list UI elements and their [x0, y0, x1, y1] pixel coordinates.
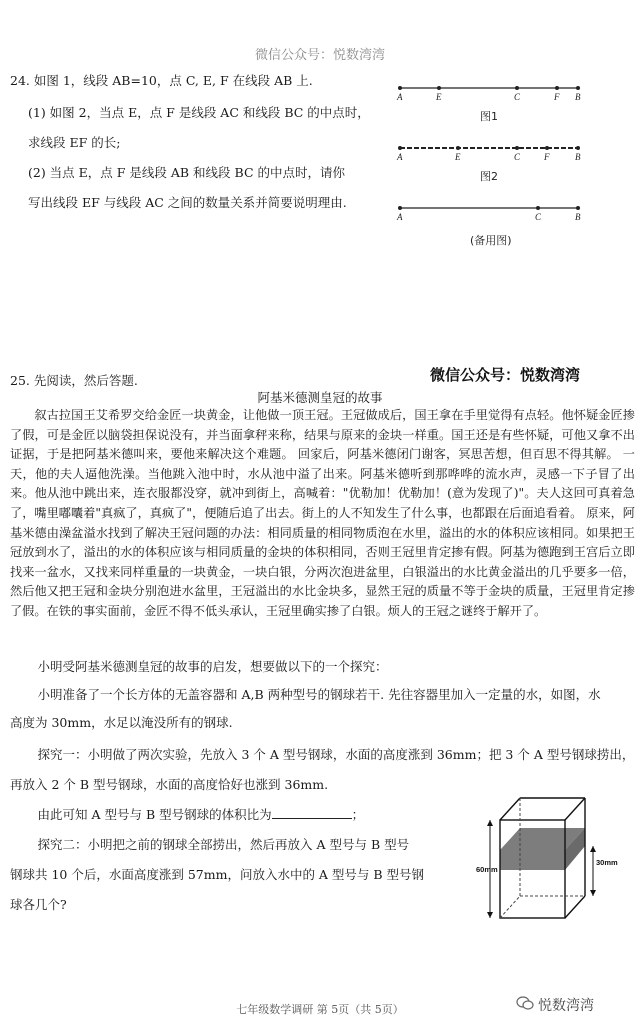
figure-spare	[392, 200, 592, 252]
dim-left-label: 60mm	[476, 865, 498, 874]
exp1-line2: 再放入 2 个 B 型号钢球，水面的高度恰好也涨到 36mm.	[10, 777, 329, 792]
wechat-icon	[516, 995, 534, 1011]
point-a	[398, 206, 402, 210]
ratio-text: 由此可知 A 型号与 B 型号钢球的体积比为	[37, 807, 272, 822]
exp2-line2: 钢球共 10 个后，水面高度涨到 57mm，问放入水中的 A 型号与 B 型号钢	[10, 867, 425, 882]
label-a: A	[397, 152, 403, 162]
brand-logo-text: 悦数湾湾	[538, 998, 594, 1014]
point-f	[555, 86, 559, 90]
watermark-mid: 微信公众号：悦数湾湾	[430, 366, 581, 384]
exp1-line1: 探究一：小明做了两次实验，先放入 3 个 A 型号钢球，水面的高度涨到 36mm；把 3 个 A 型号钢球捞出，	[37, 747, 635, 762]
figure-1	[392, 80, 592, 130]
label-c: C	[535, 212, 542, 222]
label-c: C	[514, 152, 521, 162]
point-e	[437, 86, 441, 90]
water-front	[500, 850, 565, 870]
point-b	[576, 206, 580, 210]
container-figure	[470, 798, 620, 928]
exp2-line3: 球各几个?	[10, 897, 67, 912]
page-footer: 七年级数学调研 第 5页（共 5页）	[236, 1003, 404, 1016]
label-f: F	[544, 152, 550, 162]
point-e	[456, 146, 460, 150]
label-e: E	[436, 92, 442, 102]
label-a: A	[397, 212, 403, 222]
q24-part1-line2: 求线段 EF 的长;	[28, 135, 121, 150]
point-f	[545, 146, 549, 150]
fig3-caption: (备用图)	[470, 234, 512, 247]
figure-2	[392, 140, 592, 190]
label-f: F	[554, 92, 560, 102]
point-c	[536, 206, 540, 210]
q24-part2-line1: (2) 当点 E，点 F 是线段 AB 和线段 BC 的中点时，请你	[28, 165, 345, 180]
label-b: B	[575, 152, 581, 162]
point-a	[398, 146, 402, 150]
point-c	[515, 86, 519, 90]
fig2-caption: 图2	[480, 170, 498, 183]
point-b	[576, 146, 580, 150]
point-a	[398, 86, 402, 90]
point-c	[515, 146, 519, 150]
inspire-paragraph: 小明受阿基米德测皇冠的故事的启发，想要做以下的一个探究：	[37, 659, 388, 674]
watermark-top: 微信公众号：悦数湾湾	[254, 48, 385, 63]
label-a: A	[397, 92, 403, 102]
fig1-caption: 图1	[480, 110, 498, 123]
label-c: C	[514, 92, 521, 102]
setup-line2: 高度为 30mm，水足以淹没所有的钢球.	[10, 715, 233, 730]
label-b: B	[575, 212, 581, 222]
q24-part2-line2: 写出线段 EF 与线段 AC 之间的数量关系并简要说明理由.	[28, 195, 347, 210]
exp2-line1: 探究二：小明把之前的钢球全部捞出，然后再放入 A 型号与 B 型号	[37, 837, 410, 852]
setup-line1: 小明准备了一个长方体的无盖容器和 A,B 两种型号的钢球若干. 先往容器里加入一定量的水，如图，水	[37, 687, 601, 702]
ratio-end: ；	[351, 807, 365, 822]
answer-blank[interactable]	[272, 806, 352, 819]
dim-right-label: 30mm	[596, 858, 618, 867]
label-e: E	[455, 152, 461, 162]
story-title: 阿基米德测皇冠的故事	[257, 390, 383, 405]
story-body: 叙古拉国王艾希罗交给金匠一块黄金，让他做一顶王冠。王冠做成后，国王拿在手里觉得有点轻。他怀疑金匠掺了假，可是金匠以脑袋担保说没有，并当面拿秤来称，结果与原来的金块一样重。国王还是有些怀疑，可他又拿不出证据，于是把阿基米德叫来，要他来解决这个难题。 回家后，阿基米德闭门谢客，冥思苦想，但百思不得其解。 一天，他的夫人逼他洗澡。当他跳入池中时，水从池中溢了出来。阿基米德听到那哗哗的流水声，灵感一下子冒了出来。他从池中跳出来，连衣服都没穿，就冲到街上，高喊着："优勒加！优勒加！(意为发现了)"。夫人这回可真着急了，嘴里嘟囔着"真疯了，真疯了"，便随后追了出去。街上的人不知发生了什么事，也都跟在后面追看着。 原来，阿基米德由澡盆溢水找到了解决王冠问题的办法：相同质量的相同物质泡在水里，溢出的水的体积应该相同。如果把王冠放到水了，溢出的水的体积应该与相同质量的金块的体积相同，否则王冠里肯定掺有假。阿基为德跑到王宫后立即找来一盆水，又找来同样重量的一块黄金，一块白银，分两次泡进盆里，白银溢出的水比黄金溢出的几乎要多一倍，然后他又把王冠和金块分别泡进水盆里，王冠溢出的水比金块多，显然王冠的质量不等于金块的质量，王冠里肯定掺了假。在铁的事实面前，金匠不得不低头承认，王冠里确实掺了白银。烦人的王冠之谜终于解开了。	[10, 408, 635, 618]
label-b: B	[575, 92, 581, 102]
q24-part1-line1: (1) 如图 2，当点 E，点 F 是线段 AC 和线段 BC 的中点时，	[28, 105, 370, 120]
point-b	[576, 86, 580, 90]
q24-stem: 24. 如图 1，线段 AB=10，点 C, E, F 在线段 AB 上.	[10, 73, 313, 88]
q25-intro: 25. 先阅读，然后答题.	[10, 373, 138, 388]
